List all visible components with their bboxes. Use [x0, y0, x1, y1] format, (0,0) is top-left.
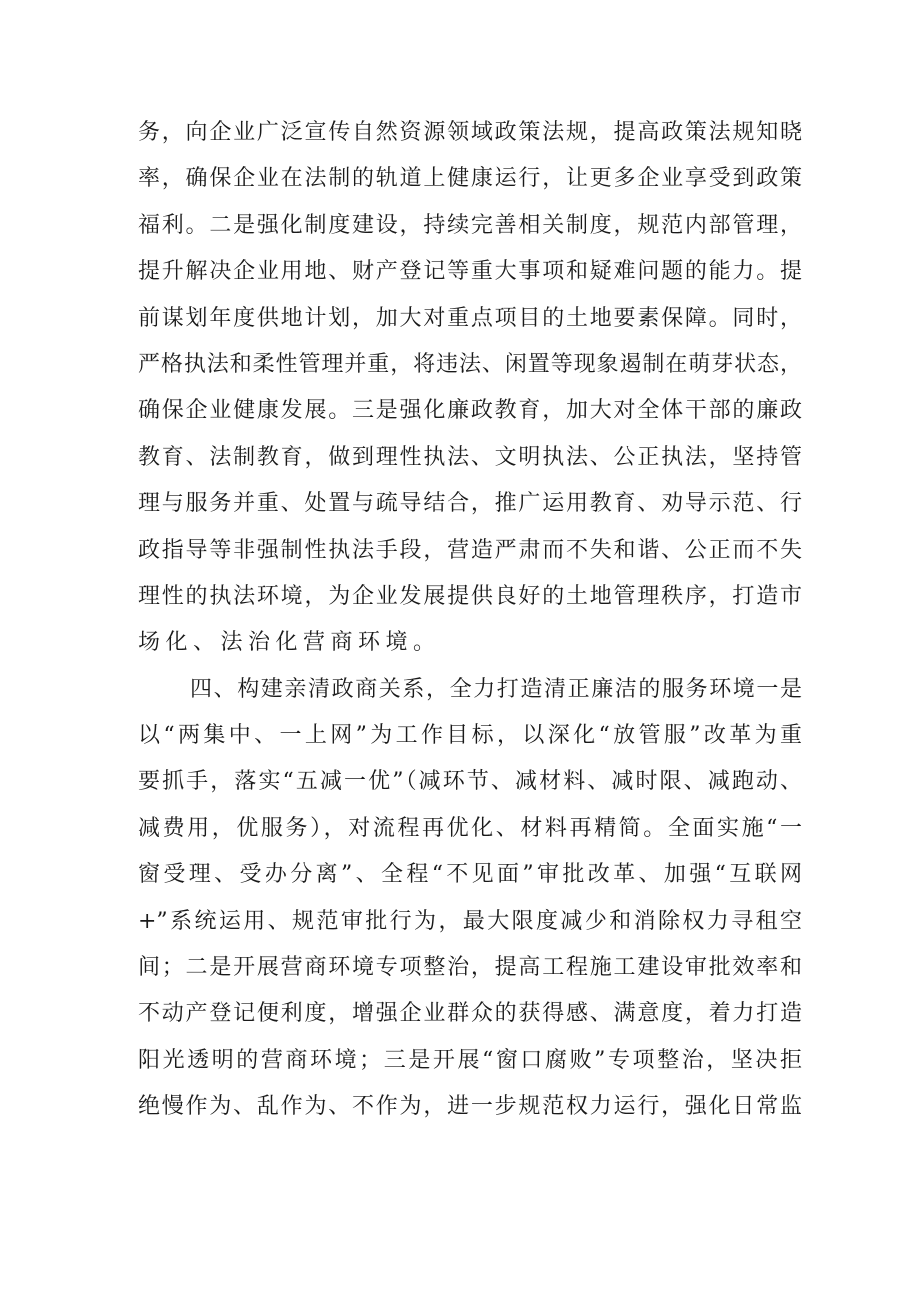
text-line: 政指导等非强制性执法手段，营造严肃而不失和谐、公正而不失	[138, 537, 802, 563]
text-line: 理与服务并重、处置与疏导结合，推广运用教育、劝导示范、行	[138, 491, 802, 517]
text-line: 提升解决企业用地、财产登记等重大事项和疑难问题的能力。提	[138, 259, 802, 285]
text-line: 以“两集中、一上网”为工作目标，以深化“放管服”改革为重	[138, 723, 802, 749]
text-line: 减费用，优服务），对流程再优化、材料再精简。全面实施“一	[138, 815, 802, 841]
text-line: 不动产登记便利度，增强企业群众的获得感、满意度，着力打造	[138, 1001, 802, 1027]
section-heading-line: 四、构建亲清政商关系，全力打造清正廉洁的服务环境一是	[190, 676, 802, 702]
text-line: 率，确保企业在法制的轨道上健康运行，让更多企业享受到政策	[138, 166, 802, 192]
text-line: 要抓手，落实“五减一优”（减环节、减材料、减时限、减跑动、	[138, 769, 802, 795]
body-text	[138, 116, 802, 1137]
text-line: 教育、法制教育，做到理性执法、文明执法、公正执法，坚持管	[138, 444, 802, 470]
text-line: +”系统运用、规范审批行为，最大限度减少和消除权力寻租空	[138, 908, 802, 934]
text-line: 理性的执法环境，为企业发展提供良好的土地管理秩序，打造市	[138, 583, 802, 609]
text-line: 确保企业健康发展。三是强化廉政教育，加大对全体干部的廉政	[138, 398, 802, 424]
text-line: 阳光透明的营商环境；三是开展“窗口腐败”专项整治，坚决拒	[138, 1047, 802, 1073]
text-line: 窗受理、受办分离”、全程“不见面”审批改革、加强“互联网	[138, 862, 802, 888]
text-line: 间；二是开展营商环境专项整治，提高工程施工建设审批效率和	[138, 955, 802, 981]
text-line: 福利。二是强化制度建设，持续完善相关制度，规范内部管理，	[138, 212, 802, 238]
text-line: 绝慢作为、乱作为、不作为，进一步规范权力运行，强化日常监	[138, 1094, 802, 1120]
text-line: 务，向企业广泛宣传自然资源领域政策法规，提高政策法规知晓	[138, 120, 802, 145]
text-line: 严格执法和柔性管理并重，将违法、闲置等现象遏制在萌芽状态，	[138, 351, 802, 377]
text-line: 场化、法治化营商环境。	[138, 630, 441, 656]
text-line: 前谋划年度供地计划，加大对重点项目的土地要素保障。同时，	[138, 305, 802, 331]
